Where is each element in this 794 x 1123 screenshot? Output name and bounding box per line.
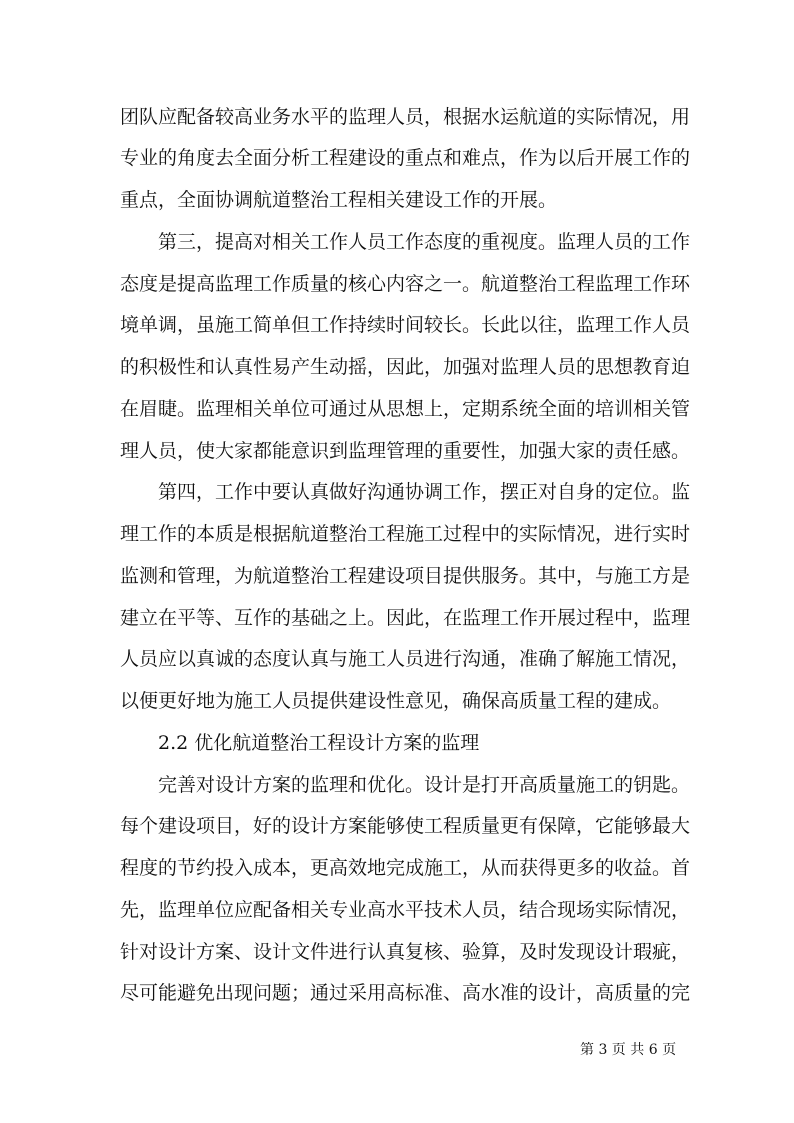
text-line: 理人员，使大家都能意识到监理管理的重要性，加强大家的责任感。 — [120, 440, 691, 462]
text-line: 境单调，虽施工简单但工作持续时间较长。长此以往，监理工作人员 — [120, 314, 691, 336]
paragraph-start-line: 第三，提高对相关工作人员工作态度的重视度。监理人员的工作 — [158, 231, 691, 253]
text-line: 在眉睫。监理相关单位可通过从思想上，定期系统全面的培训相关管 — [120, 398, 691, 420]
text-line: 以便更好地为施工人员提供建设性意见，确保高质量工程的建成。 — [120, 690, 672, 712]
text-line: 程度的节约投入成本，更高效地完成施工，从而获得更多的收益。首 — [120, 857, 691, 879]
text-line: 重点，全面协调航道整治工程相关建设工作的开展。 — [120, 189, 558, 211]
text-line: 人员应以真诚的态度认真与施工人员进行沟通，准确了解施工情况， — [120, 648, 691, 670]
text-line: 每个建设项目，好的设计方案能够使工程质量更有保障，它能够最大 — [120, 815, 691, 837]
paragraph-start-line: 第四，工作中要认真做好沟通协调工作，摆正对自身的定位。监 — [158, 481, 691, 503]
paragraph-start-line: 完善对设计方案的监理和优化。设计是打开高质量施工的钥匙。 — [158, 774, 691, 796]
page-number-footer: 第 3 页 共 6 页 — [580, 1042, 677, 1058]
text-line: 态度是提高监理工作质量的核心内容之一。航道整治工程监理工作环 — [120, 273, 691, 295]
text-line: 尽可能避免出现问题；通过采用高标准、高水准的设计，高质量的完 — [120, 982, 691, 1004]
text-line: 专业的角度去全面分析工程建设的重点和难点，作为以后开展工作的 — [120, 147, 691, 169]
text-line: 理工作的本质是根据航道整治工程施工过程中的实际情况，进行实时 — [120, 523, 691, 545]
text-line: 团队应配备较高业务水平的监理人员，根据水运航道的实际情况，用 — [120, 106, 691, 128]
text-line: 建立在平等、互作的基础之上。因此，在监理工作开展过程中，监理 — [120, 607, 691, 629]
text-line: 监测和管理，为航道整治工程建设项目提供服务。其中，与施工方是 — [120, 565, 691, 587]
text-line: 先，监理单位应配备相关专业高水平技术人员，结合现场实际情况， — [120, 899, 691, 921]
section-heading: 2.2 优化航道整治工程设计方案的监理 — [158, 732, 480, 754]
text-line: 针对设计方案、设计文件进行认真复核、验算，及时发现设计瑕疵， — [120, 941, 691, 963]
text-line: 的积极性和认真性易产生动摇，因此，加强对监理人员的思想教育迫 — [120, 356, 691, 378]
